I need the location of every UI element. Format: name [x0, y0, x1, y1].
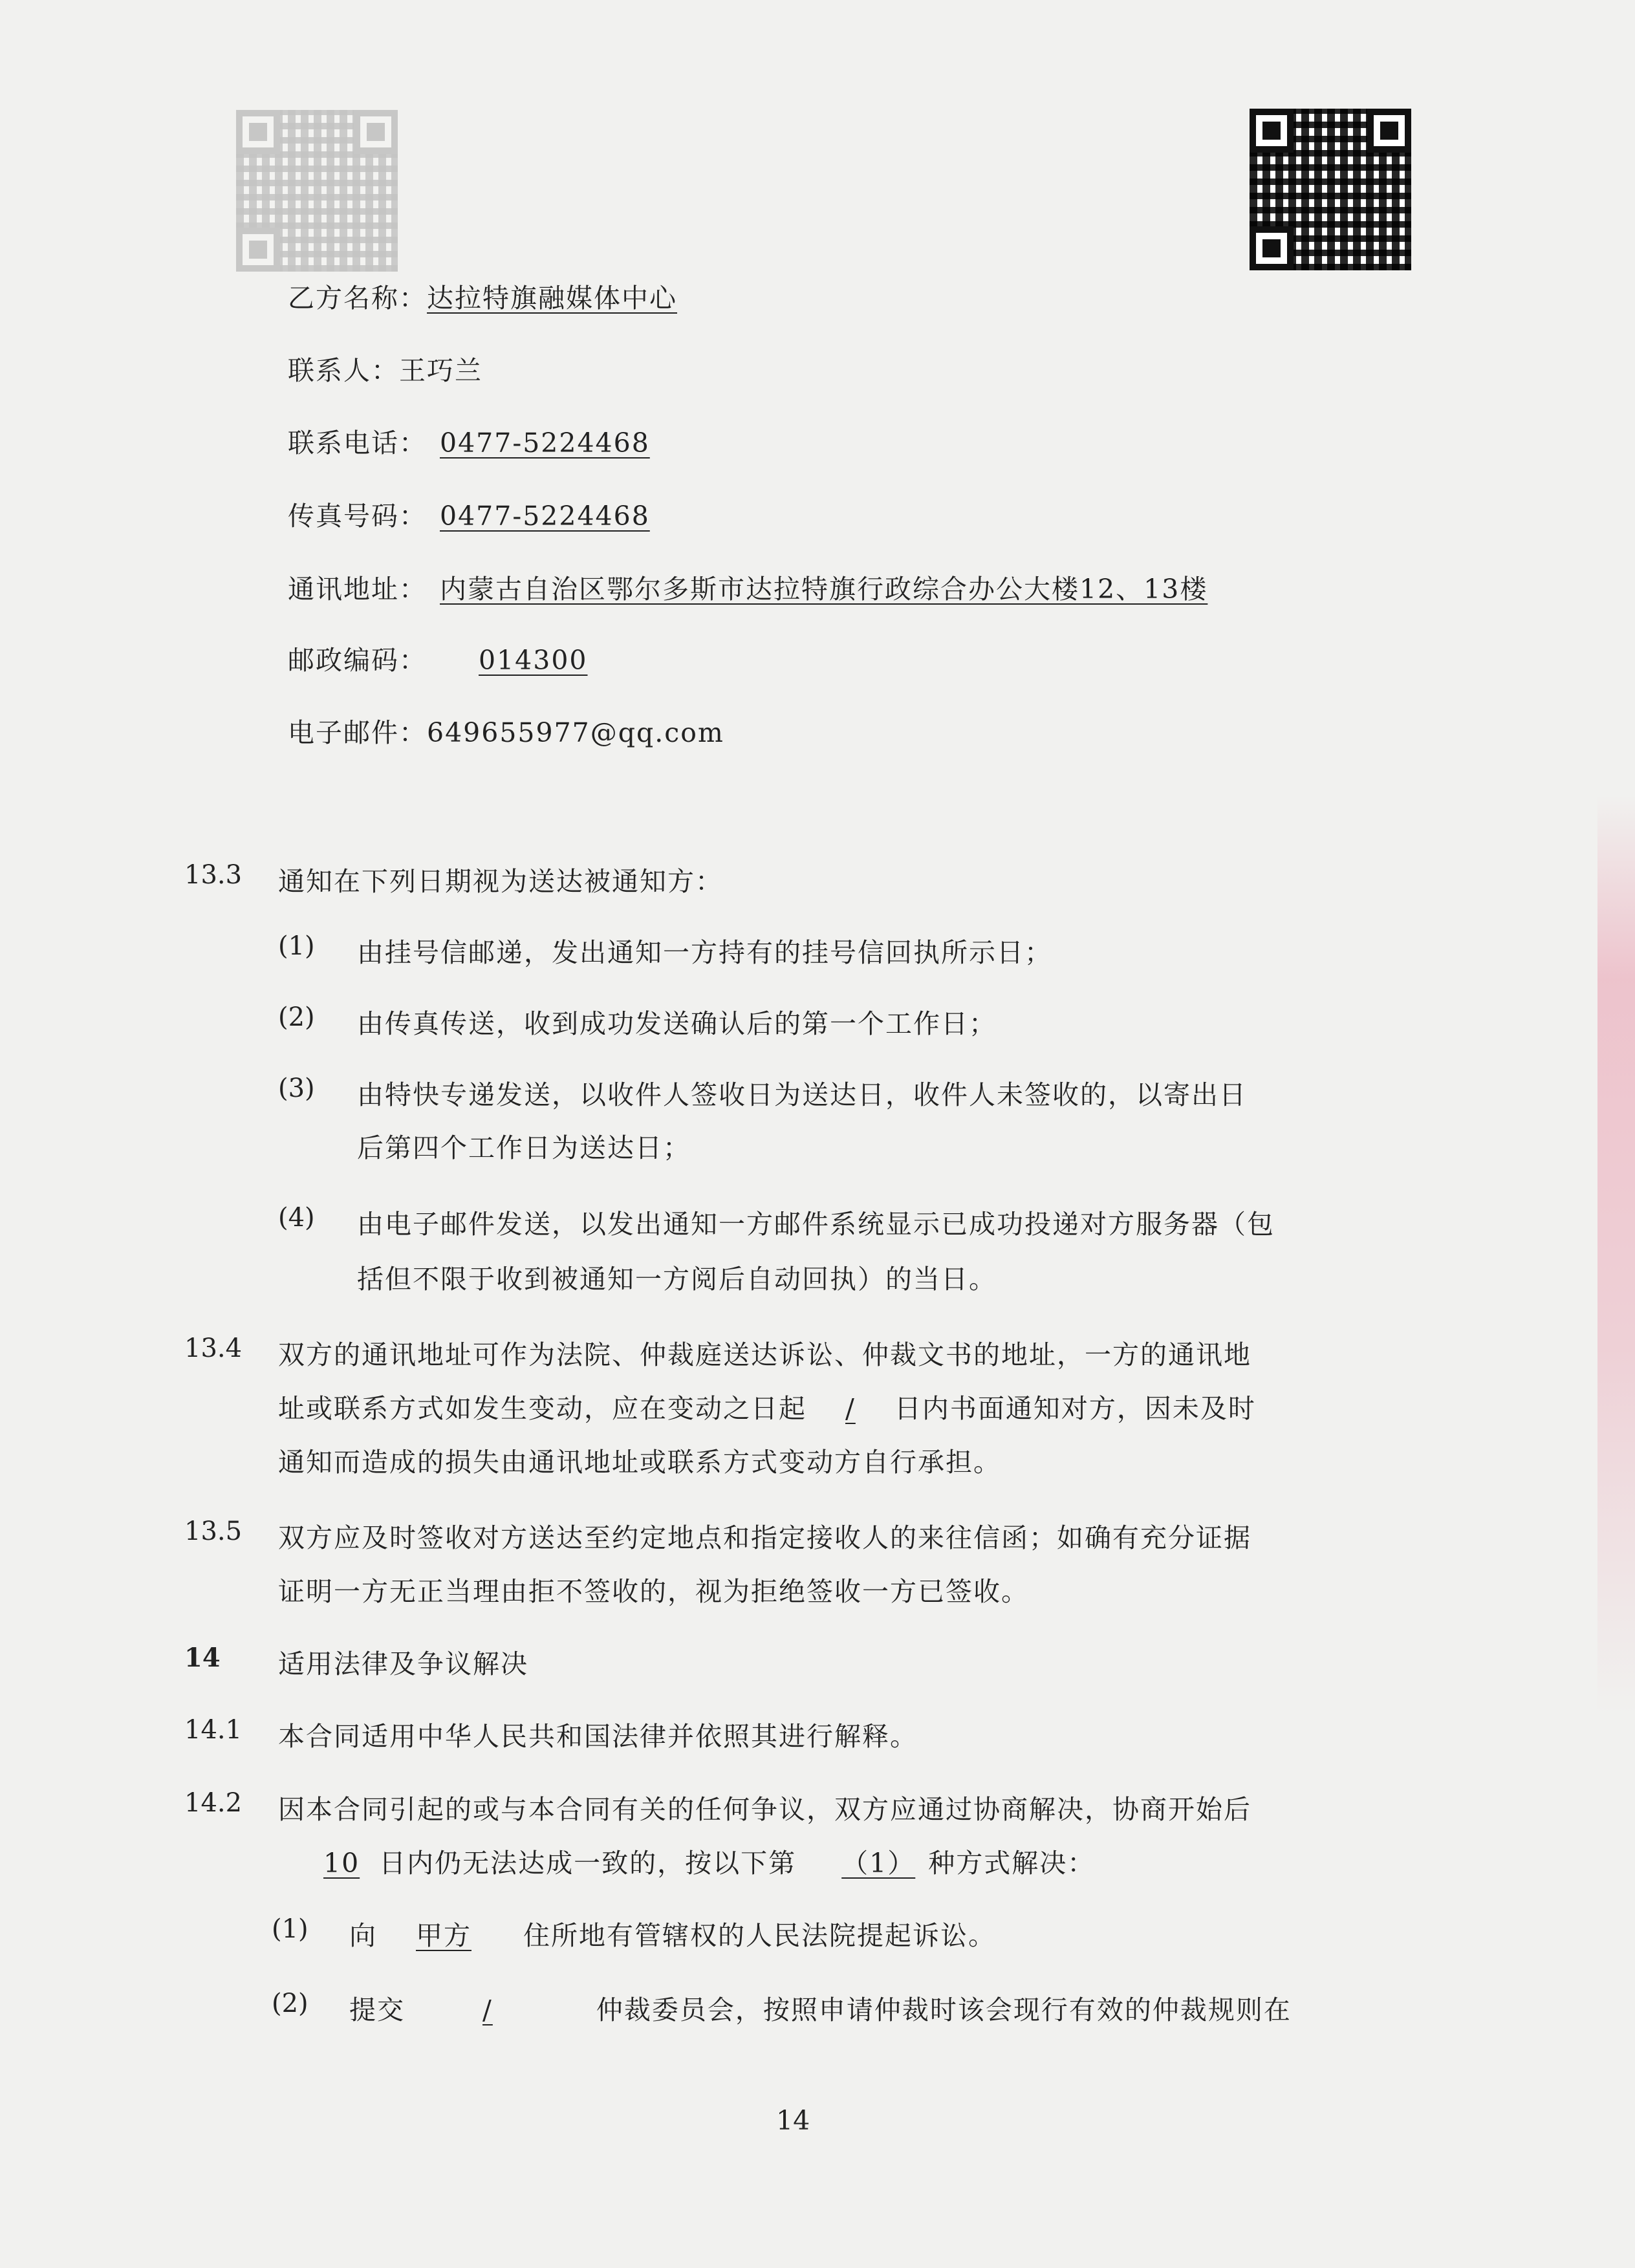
item-text [349, 1914, 996, 1952]
party-name-label: 乙方名称： [288, 283, 427, 314]
email-row [288, 711, 724, 750]
clause-text-continued [278, 1842, 1095, 1880]
phone-row [288, 422, 663, 460]
item-text-part: 提交 [349, 1994, 405, 2025]
item-text: 由电子邮件发送，以发出通知一方邮件系统显示已成功投递对方服务器（包 [357, 1209, 1275, 1240]
postcode-row [288, 639, 601, 677]
item-text: 由特快专递发送，以收件人签收日为送达日，收件人未签收的，以寄出日 [357, 1079, 1247, 1110]
clause-text-continued: 通知而造成的损失由通讯地址或联系方式变动方自行承担。 [278, 1447, 1001, 1478]
item-text-continued: 括但不限于收到被通知一方阅后自动回执）的当日。 [357, 1264, 997, 1295]
clause-number: 13.5 [184, 1517, 243, 1546]
item-text: 由挂号信邮递，发出通知一方持有的挂号信回执所示日； [357, 937, 1052, 968]
section-number: 14 [184, 1643, 221, 1673]
email-value: 649655977@qq.com [427, 717, 724, 748]
phone-value: 0477-5224468 [440, 427, 650, 459]
arbitration-blank: / [482, 1994, 493, 2025]
party-name-value: 达拉特旗融媒体中心 [427, 283, 677, 314]
clause-text-part: 址或联系方式如发生变动，应在变动之日起 [278, 1393, 807, 1424]
qr-code-icon [1250, 109, 1411, 270]
contact-person-row [288, 349, 482, 387]
clause-number: 14.2 [184, 1788, 243, 1818]
days-value: 10 [323, 1848, 360, 1879]
clause-text: 因本合同引起的或与本合同有关的任何争议，双方应通过协商解决，协商开始后 [278, 1794, 1251, 1825]
item-text [349, 1989, 1292, 2027]
postcode-label: 邮政编码： [288, 645, 427, 676]
clause-text: 本合同适用中华人民共和国法律并依照其进行解释。 [278, 1721, 918, 1752]
page-number: 14 [776, 2105, 810, 2136]
clause-number: 13.3 [184, 860, 243, 890]
address-label: 通讯地址： [288, 574, 427, 605]
address-row [288, 568, 1207, 606]
clause-text-part: 日内仍无法达成一致的，按以下第 [379, 1848, 797, 1879]
phone-label: 联系电话： [288, 427, 427, 459]
court-party: 甲方 [416, 1920, 471, 1951]
contact-person-label: 联系人： [288, 355, 399, 386]
item-text-part: 向 [349, 1920, 377, 1951]
clause-text-continued [278, 1387, 1256, 1425]
item-number: (1) [278, 931, 315, 961]
clause-text-part: 日内书面通知对方，因未及时 [894, 1393, 1256, 1424]
item-number: (4) [278, 1203, 315, 1233]
party-name-row [288, 277, 677, 315]
section-title: 适用法律及争议解决 [278, 1648, 528, 1679]
clause-number: 14.1 [184, 1715, 243, 1745]
address-value: 内蒙古自治区鄂尔多斯市达拉特旗行政综合办公大楼12、13楼 [440, 574, 1208, 605]
clause-text: 通知在下列日期视为送达被通知方： [278, 866, 723, 897]
item-text: 由传真传送，收到成功发送确认后的第一个工作日； [357, 1008, 997, 1039]
item-text-continued: 后第四个工作日为送达日； [357, 1132, 691, 1163]
item-number: (2) [272, 1989, 309, 2018]
fax-row [288, 495, 663, 533]
item-number: (2) [278, 1002, 315, 1032]
fax-value: 0477-5224468 [440, 501, 650, 532]
contact-person-value: 王巧兰 [399, 355, 482, 386]
seal-stamp-edge [1597, 795, 1635, 1714]
item-number: (1) [272, 1914, 309, 1944]
postcode-value: 014300 [479, 645, 588, 676]
clause-text-continued: 证明一方无正当理由拒不签收的，视为拒绝签收一方已签收。 [278, 1576, 1029, 1607]
clause-number: 13.4 [184, 1334, 243, 1363]
days-blank: / [845, 1393, 856, 1424]
clause-text: 双方的通讯地址可作为法院、仲裁庭送达诉讼、仲裁文书的地址，一方的通讯地 [278, 1339, 1251, 1370]
fax-label: 传真号码： [288, 501, 427, 532]
item-text-part: 住所地有管辖权的人民法院提起诉讼。 [523, 1920, 996, 1951]
item-text-part: 仲裁委员会，按照申请仲裁时该会现行有效的仲裁规则在 [596, 1994, 1292, 2025]
email-label: 电子邮件： [288, 717, 427, 748]
item-number: (3) [278, 1074, 315, 1103]
clause-text: 双方应及时签收对方送达至约定地点和指定接收人的来往信函；如确有充分证据 [278, 1522, 1251, 1553]
clause-text-part: 种方式解决： [928, 1848, 1096, 1879]
method-choice: （1） [841, 1848, 916, 1879]
faded-qr-code-icon [236, 110, 398, 272]
